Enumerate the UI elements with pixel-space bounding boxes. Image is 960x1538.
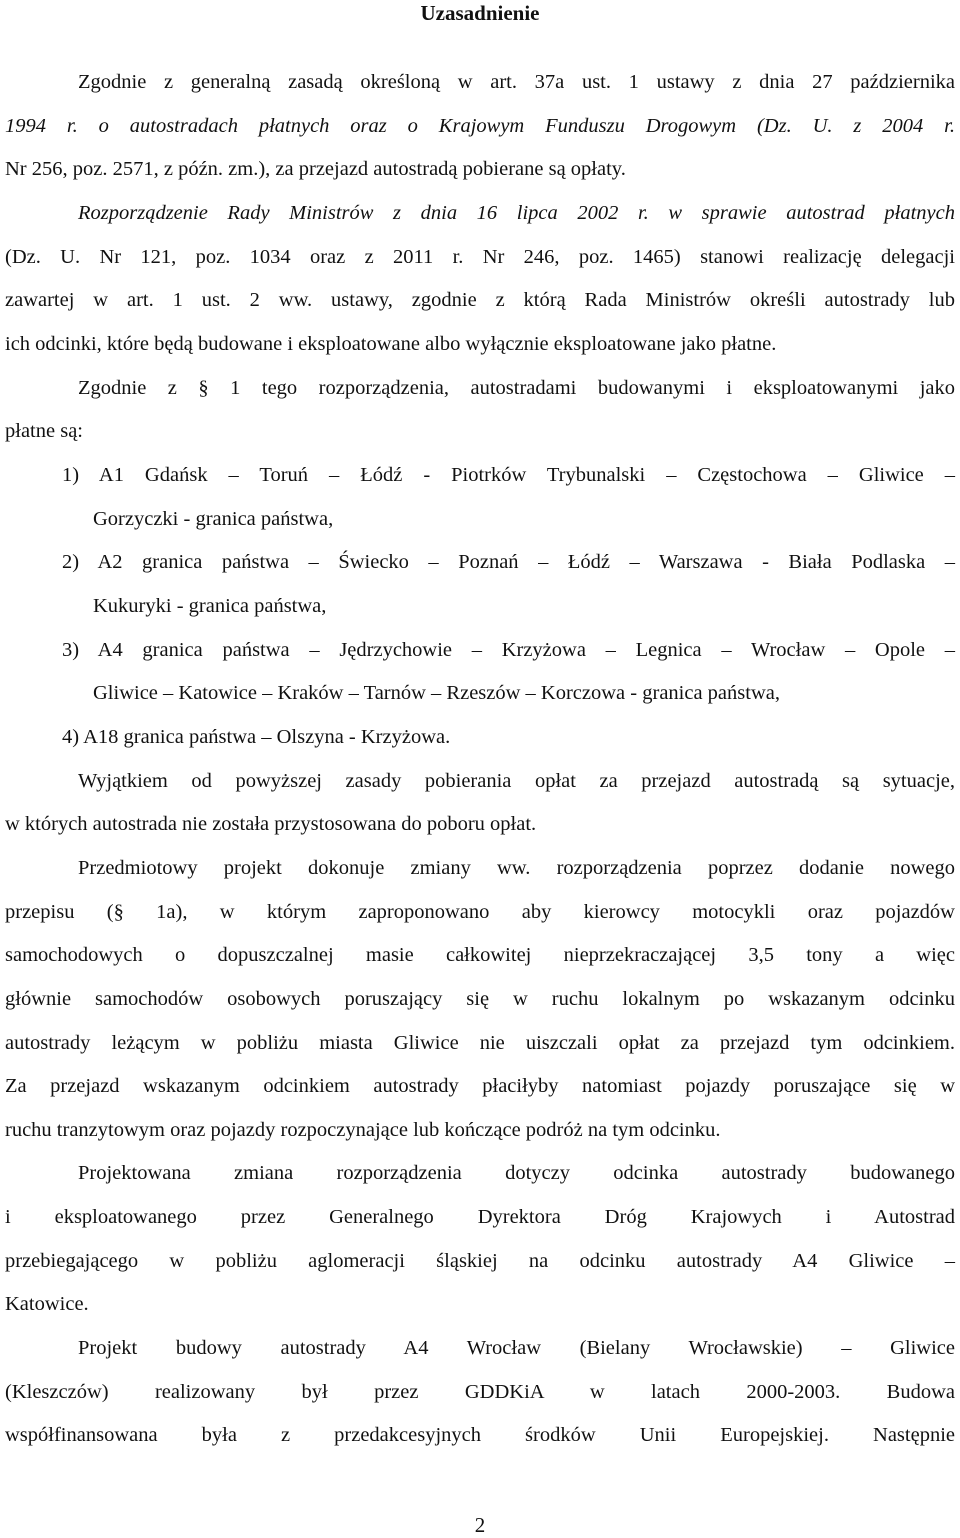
paragraph-line: samochodowych o dopuszczalnej masie całkowitej nieprzekraczającej 3,5 tony a więc: [5, 944, 955, 966]
paragraph-line: autostrady leżącym w pobliżu miasta Gliwice nie uiszczali opłat za przejazd tym odcinkiem.: [5, 1032, 955, 1054]
paragraph-line: płatne są:: [5, 420, 83, 442]
paragraph-line: Rozporządzenie Rady Ministrów z dnia 16 lipca 2002 r. w sprawie autostrad płatnych: [78, 202, 955, 224]
paragraph-line: Za przejazd wskazanym odcinkiem autostrady płaciłyby natomiast pojazdy poruszające się w: [5, 1075, 955, 1097]
list-item-continuation: Kukuryki - granica państwa,: [93, 595, 327, 617]
paragraph-line: (Dz. U. Nr 121, poz. 1034 oraz z 2011 r. Nr 246, poz. 1465) stanowi realizację delegacji: [5, 246, 955, 268]
paragraph-line: głównie samochodów osobowych poruszający się w ruchu lokalnym po wskazanym odcinku: [5, 988, 955, 1010]
paragraph-line: przebiegającego w pobliżu aglomeracji śląskiej na odcinku autostrady A4 Gliwice –: [5, 1250, 955, 1272]
page-number: 2: [474, 1513, 486, 1537]
paragraph-line: ich odcinki, które będą budowane i eksploatowane albo wyłącznie eksploatowane jako płatne.: [5, 333, 777, 355]
paragraph-line: przepisu (§ 1a), w którym zaproponowano aby kierowcy motocykli oraz pojazdów: [5, 901, 955, 923]
paragraph-line: Wyjątkiem od powyższej zasady pobierania opłat za przejazd autostradą są sytuacje,: [78, 770, 955, 792]
paragraph-line: Przedmiotowy projekt dokonuje zmiany ww. rozporządzenia poprzez dodanie nowego: [78, 857, 955, 879]
list-item: 2) A2 granica państwa – Świecko – Poznań – Łódź – Warszawa - Biała Podlaska –: [62, 551, 955, 573]
paragraph-line: współfinansowana była z przedakcesyjnych środków Unii Europejskiej. Następnie: [5, 1424, 955, 1446]
list-item-continuation: Gliwice – Katowice – Kraków – Tarnów – Rzeszów – Korczowa - granica państwa,: [93, 682, 780, 704]
paragraph-line: i eksploatowanego przez Generalnego Dyrektora Dróg Krajowych i Autostrad: [5, 1206, 955, 1228]
paragraph-line: Projekt budowy autostrady A4 Wrocław (Bielany Wrocławskie) – Gliwice: [78, 1337, 955, 1359]
paragraph-line: 1994 r. o autostradach płatnych oraz o Krajowym Funduszu Drogowym (Dz. U. z 2004 r.: [5, 115, 955, 137]
list-item: 4) A18 granica państwa – Olszyna - Krzyżowa.: [62, 726, 451, 748]
list-item: 1) A1 Gdańsk – Toruń – Łódź - Piotrków Trybunalski – Częstochowa – Gliwice –: [62, 464, 955, 486]
paragraph-line: (Kleszczów) realizowany był przez GDDKiA w latach 2000-2003. Budowa: [5, 1381, 955, 1403]
paragraph-line: zawartej w art. 1 ust. 2 ww. ustawy, zgodnie z którą Rada Ministrów określi autostrady lub: [5, 289, 955, 311]
paragraph-line: ruchu tranzytowym oraz pojazdy rozpoczynające lub kończące podróż na tym odcinku.: [5, 1119, 721, 1141]
list-item-continuation: Gorzyczki - granica państwa,: [93, 508, 334, 530]
document-title: Uzasadnienie: [420, 1, 540, 25]
paragraph-line: Katowice.: [5, 1293, 89, 1315]
paragraph-line: Zgodnie z generalną zasadą określoną w art. 37a ust. 1 ustawy z dnia 27 października: [78, 71, 955, 93]
paragraph-line: Nr 256, poz. 2571, z późn. zm.), za przejazd autostradą pobierane są opłaty.: [5, 158, 626, 180]
paragraph-line: Projektowana zmiana rozporządzenia dotyczy odcinka autostrady budowanego: [78, 1162, 955, 1184]
paragraph-line: w których autostrada nie została przystosowana do poboru opłat.: [5, 813, 537, 835]
list-item: 3) A4 granica państwa – Jędrzychowie – Krzyżowa – Legnica – Wrocław – Opole –: [62, 639, 955, 661]
paragraph-line: Zgodnie z § 1 tego rozporządzenia, autostradami budowanymi i eksploatowanymi jako: [78, 377, 955, 399]
